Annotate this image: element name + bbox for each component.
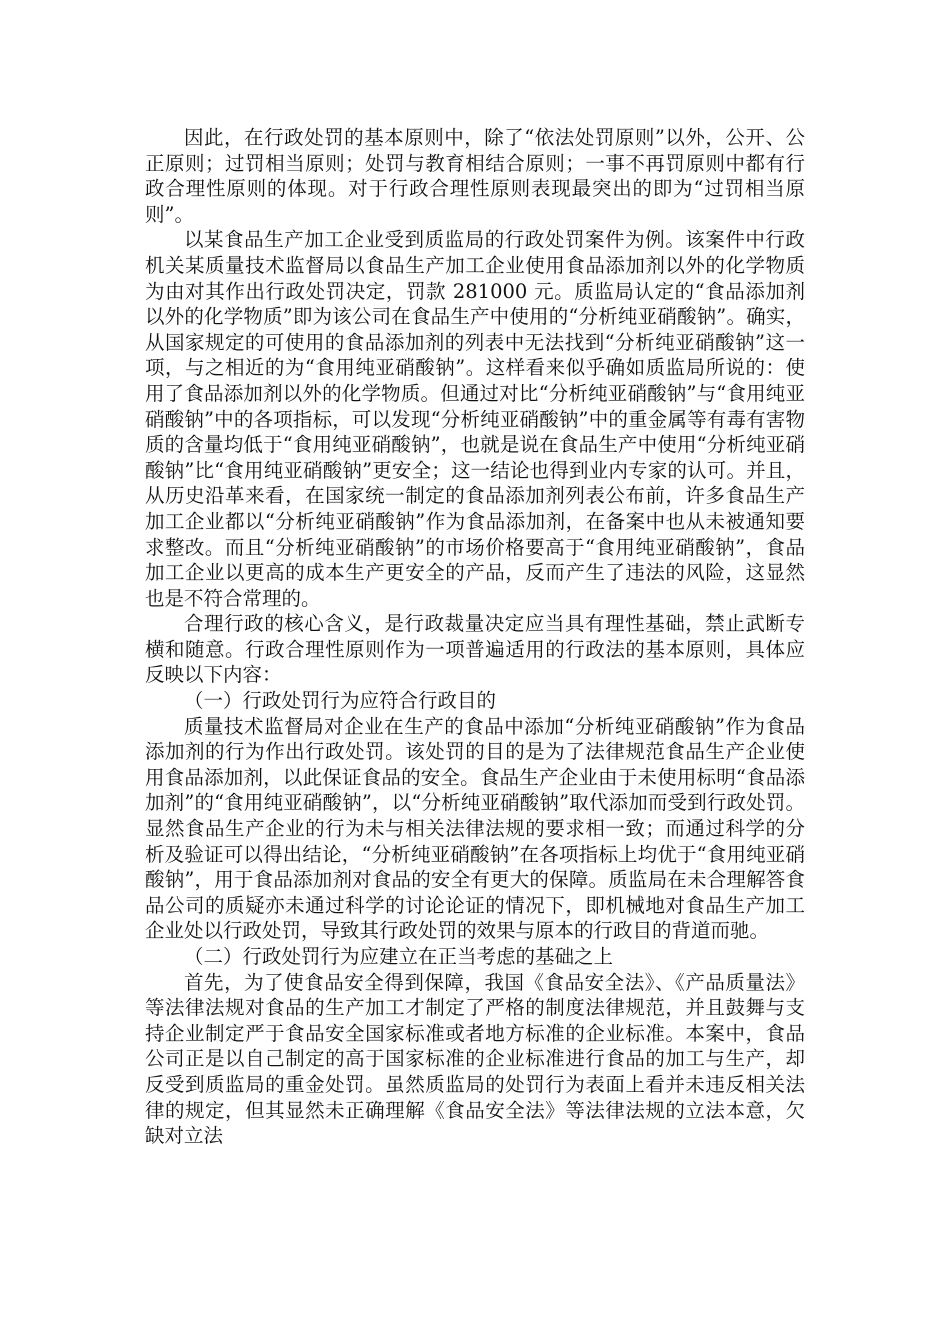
section-heading-1: （一）行政处罚行为应符合行政目的 <box>184 689 497 713</box>
paragraph-administrative-purpose: 质量技术监督局对企业在生产的食品中添加“分析纯亚硝酸钠”作为食品添加剂的行为作出行政处罚。该处罚的目的是为了法律规范食品生产企业使用食品添加剂，以此保证食品的安全。食品生产企业由于未使用标明“食品添加剂”的“食用纯亚硝酸钠”，以“分析纯亚硝酸钠”取代添加而受到行政处罚。显然食品生产企业的行为未与相关法律法规的要求相一致；而通过科学的分析及验证可以得出结论，“分析纯亚硝酸钠”在各项指标上均优于“食用纯亚硝酸钠”，用于食品添加剂对食品的安全有更大的保障。质监局在未合理解答食品公司的质疑亦未通过科学的讨论论证的情况下，即机械地对食品生产加工企业处以行政处罚，导致其行政处罚的效果与原本的行政目的背道而驰。 <box>145 714 805 943</box>
document-body <box>145 125 805 1149</box>
paragraph-case-example: 以某食品生产加工企业受到质监局的行政处罚案件为例。该案件中行政机关某质量技术监督局以食品生产加工企业使用食品添加剂以外的化学物质为由对其作出行政处罚决定，罚款 281000 元。质监局认定的“食品添加剂以外的化学物质”即为该公司在食品生产中使用的“分析纯亚硝酸钠”。确实，从国家规定的可使用的食品添加剂的列表中无法找到“分析纯亚硝酸钠”这一项，与之相近的为“食用纯亚硝酸钠”。这样看来似乎确如质监局所说的：使用了食品添加剂以外的化学物质。但通过对比“分析纯亚硝酸钠”与“食用纯亚硝酸钠”中的各项指标，可以发现“分析纯亚硝酸钠”中的重金属等有毒有害物质的含量均低于“食用纯亚硝酸钠”，也就是说在食品生产中使用“分析纯亚硝酸钠”比“食用纯亚硝酸钠”更安全；这一结论也得到业内专家的认可。并且，从历史沿革来看，在国家统一制定的食品添加剂列表公布前，许多食品生产加工企业都以“分析纯亚硝酸钠”作为食品添加剂，在备案中也从未被通知要求整改。而且“分析纯亚硝酸钠”的市场价格要高于“食用纯亚硝酸钠”，食品加工企业以更高的成本生产更安全的产品，反而产生了违法的风险，这显然也是不符合常理的。 <box>145 228 805 610</box>
paragraph-reasonable-administration: 合理行政的核心含义，是行政裁量决定应当具有理性基础，禁止武断专横和随意。行政合理性原则作为一项普遍适用的行政法的基本原则，具体应反映以下内容： <box>145 612 805 687</box>
paragraph-legitimate-consideration: 首先，为了使食品安全得到保障，我国《食品安全法》、《产品质量法》等法律法规对食品的生产加工才制定了严格的制度法律规范，并且鼓舞与支持企业制定严于食品安全国家标准或者地方标准的企业标准。本案中，食品公司正是以自己制定的高于国家标准的企业标准进行食品的加工与生产，却反受到质监局的重金处罚。虽然质监局的处罚行为表面上看并未违反相关法律的规定，但其显然未正确理解《食品安全法》等法律法规的立法本意，欠缺对立法 <box>145 970 805 1148</box>
section-heading-2: （二）行政处罚行为应建立在正当考虑的基础之上 <box>184 945 614 968</box>
paragraph-principles: 因此，在行政处罚的基本原则中，除了“依法处罚原则”以外，公开、公正原则；过罚相当原则；处罚与教育相结合原则；一事不再罚原则中都有行政合理性原则的体现。对于行政合理性原则表现最突出的即为“过罚相当原则”。 <box>145 126 805 226</box>
